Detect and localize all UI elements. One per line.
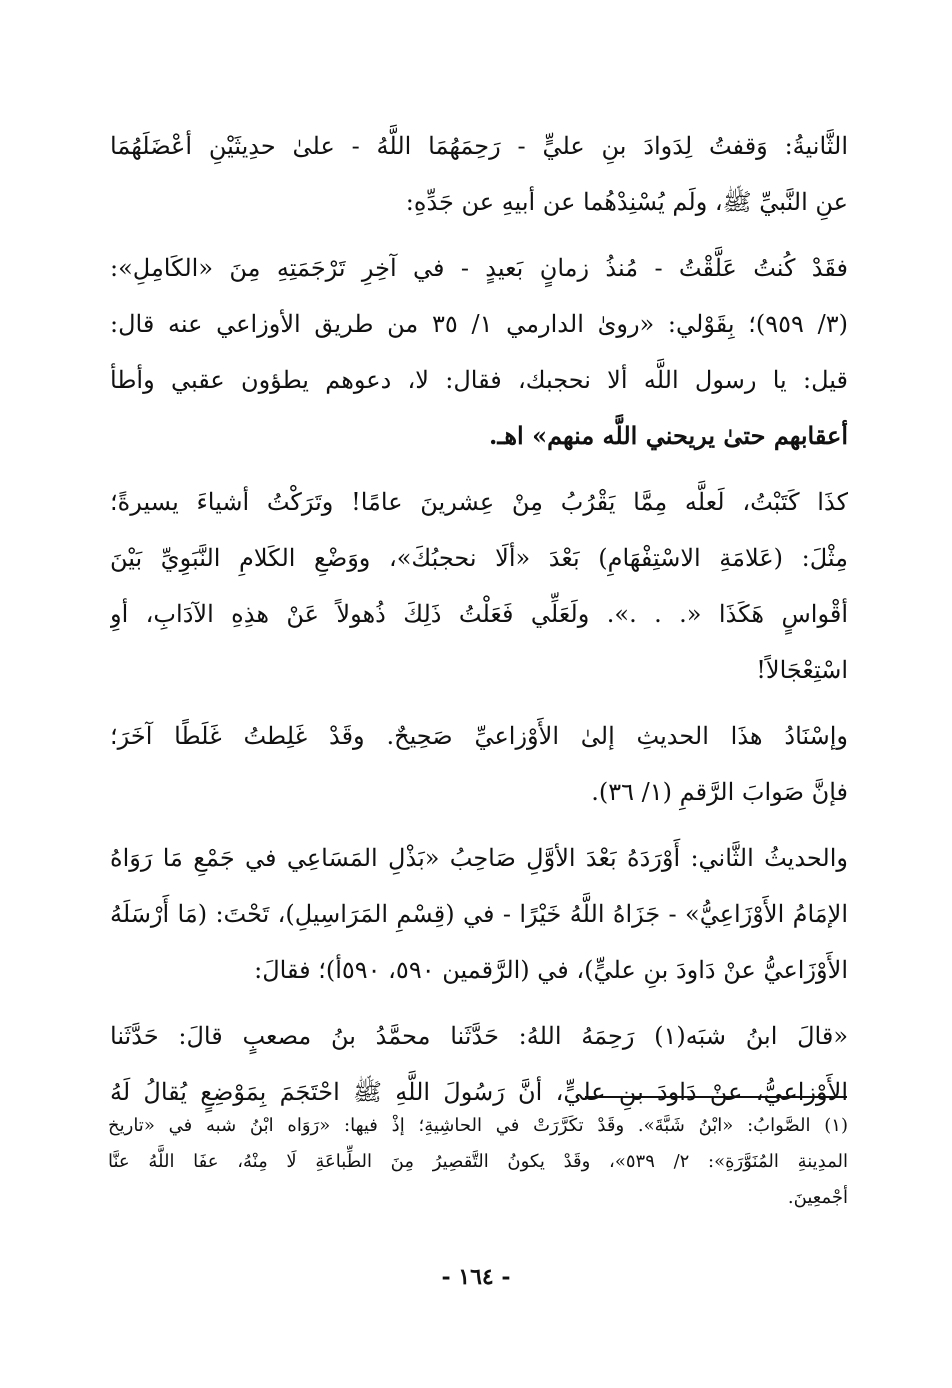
footnote-line: المدِينةِ المُنَوَّرَةِ»: ٢/ ٥٣٩»، وقَدْ يكونُ التَّقصِيرُ مِنَ الطِّباعَةِ لَا مِنْهُ، عفَا اللَّهُ عنَّا [108,1151,848,1172]
text-line: قيل: يا رسول اللَّه ألا نحجبك، فقال: لا، دعوهم يطؤون عقبي وأطأ [110,366,848,394]
text-line: أعقابهم حتىٰ يريحني اللَّه منهم» اهـ. [489,421,848,450]
footnote-line: أجْمعِينَ. [787,1187,848,1208]
footnote-line: (١) الصَّوابُ: «ابْنُ شَبَّةَ». وقَدْ تكَرَّرَتْ في الحاشِيةِ؛ إذْ فيها: «رَوَاه ابْنُ شبه في «تاريخ [108,1115,848,1136]
page-number: - ١٦٤ - [441,1264,511,1290]
text-line: الإمَامُ الأَوْزَاعِيُّ» - جَزَاهُ اللَّهُ خَيْرًا - في (قِسْمِ المَرَاسِيلِ)، تَحْتَ: (مَا أَرْسَلَهُ [110,900,848,928]
main-text [110,118,848,1130]
paragraph-2 [110,240,848,464]
text-line: والحديثُ الثَّاني: أَوْرَدَهُ بَعْدَ الأوَّلِ صَاحِبُ «بَذْلِ المَسَاعِي في جَمْعِ مَا رَوَاهُ [110,844,848,872]
paragraph-1 [110,118,848,230]
footnote-divider [585,1096,847,1098]
text-line: اسْتِعْجَالاً! [756,656,848,684]
text-line: الأَوْزَاعيُّ عنْ دَاودَ بنِ عليٍّ)، في (الرَّقمين ٥٩٠، ٥٩٠أ)؛ فقالَ: [254,956,848,984]
paragraph-6 [110,1008,848,1120]
text-line: فإنَّ صَوابَ الرَّقمِ (١/ ٣٦). [591,778,848,806]
text-line: الأَوْزاعيُّ، عنْ دَاودَ بنِ عليٍّ، أنَّ رَسُولَ اللَّهِ ﷺ احْتَجَمَ بِمَوْضِعٍ يُقالُ لَهُ [110,1078,848,1106]
text-line: أقْواسٍ هَكَذَا «. . .». ولَعَلِّي فَعَلْتُ ذَلِكَ ذُهولاً عَنْ هذِهِ الآدَابِ، أوِ [110,600,848,628]
text-line: الثَّانيةُ: وَقفتُ لِدَوادَ بنِ عليٍّ - رَحِمَهُمَا اللَّهُ - علىٰ حدِيثَيْنِ أعْضَلَهُمَا [110,132,848,160]
paragraph-4 [110,708,848,820]
text-line: مِثْلَ: (عَلامَةِ الاسْتِفْهَامِ) بَعْدَ «ألَا نحجبُكَ»، ووَضْعِ الكَلامِ النَّبَوِيِّ بَيْنَ [110,544,848,572]
text-line: فقَدْ كُنتُ عَلَّقْتُ - مُنذُ زمانٍ بَعيدٍ - في آخِرِ تَرْجَمَتِهِ مِنَ «الكَامِلِ»: [110,254,848,282]
text-line: وإسْنَادُ هذَا الحديثِ إلىٰ الأَوْزاعيِّ صَحِيحٌ. وقَدْ غَلِطتُ غَلَطًا آخَرَ؛ [110,722,848,750]
text-line: «قالَ ابنُ شبَه(١) رَحِمَهُ اللهُ: حَدَّثَنا محمَّدُ بنُ مصعبٍ قالَ: حَدَّثَنا [110,1022,848,1050]
text-line: عنِ النَّبيِّ ﷺ، ولَم يُسْنِدْهُما عن أبيهِ عن جَدِّهِ: [405,188,848,216]
text-line: (٣/ ٩٥٩)؛ بِقَوْلي: «روىٰ الدارمي ١/ ٣٥ من طريق الأوزاعي عنه قال: [110,310,848,338]
footnotes [108,1108,848,1216]
text-line: كذَا كَتَبْتُ، لَعلَّه مِمَّا يَقْرُبُ مِنْ عِشرينَ عامًا! وتَرَكْتُ أشياءَ يسيرةً؛ [110,488,848,516]
paragraph-5 [110,830,848,998]
paragraph-3 [110,474,848,698]
